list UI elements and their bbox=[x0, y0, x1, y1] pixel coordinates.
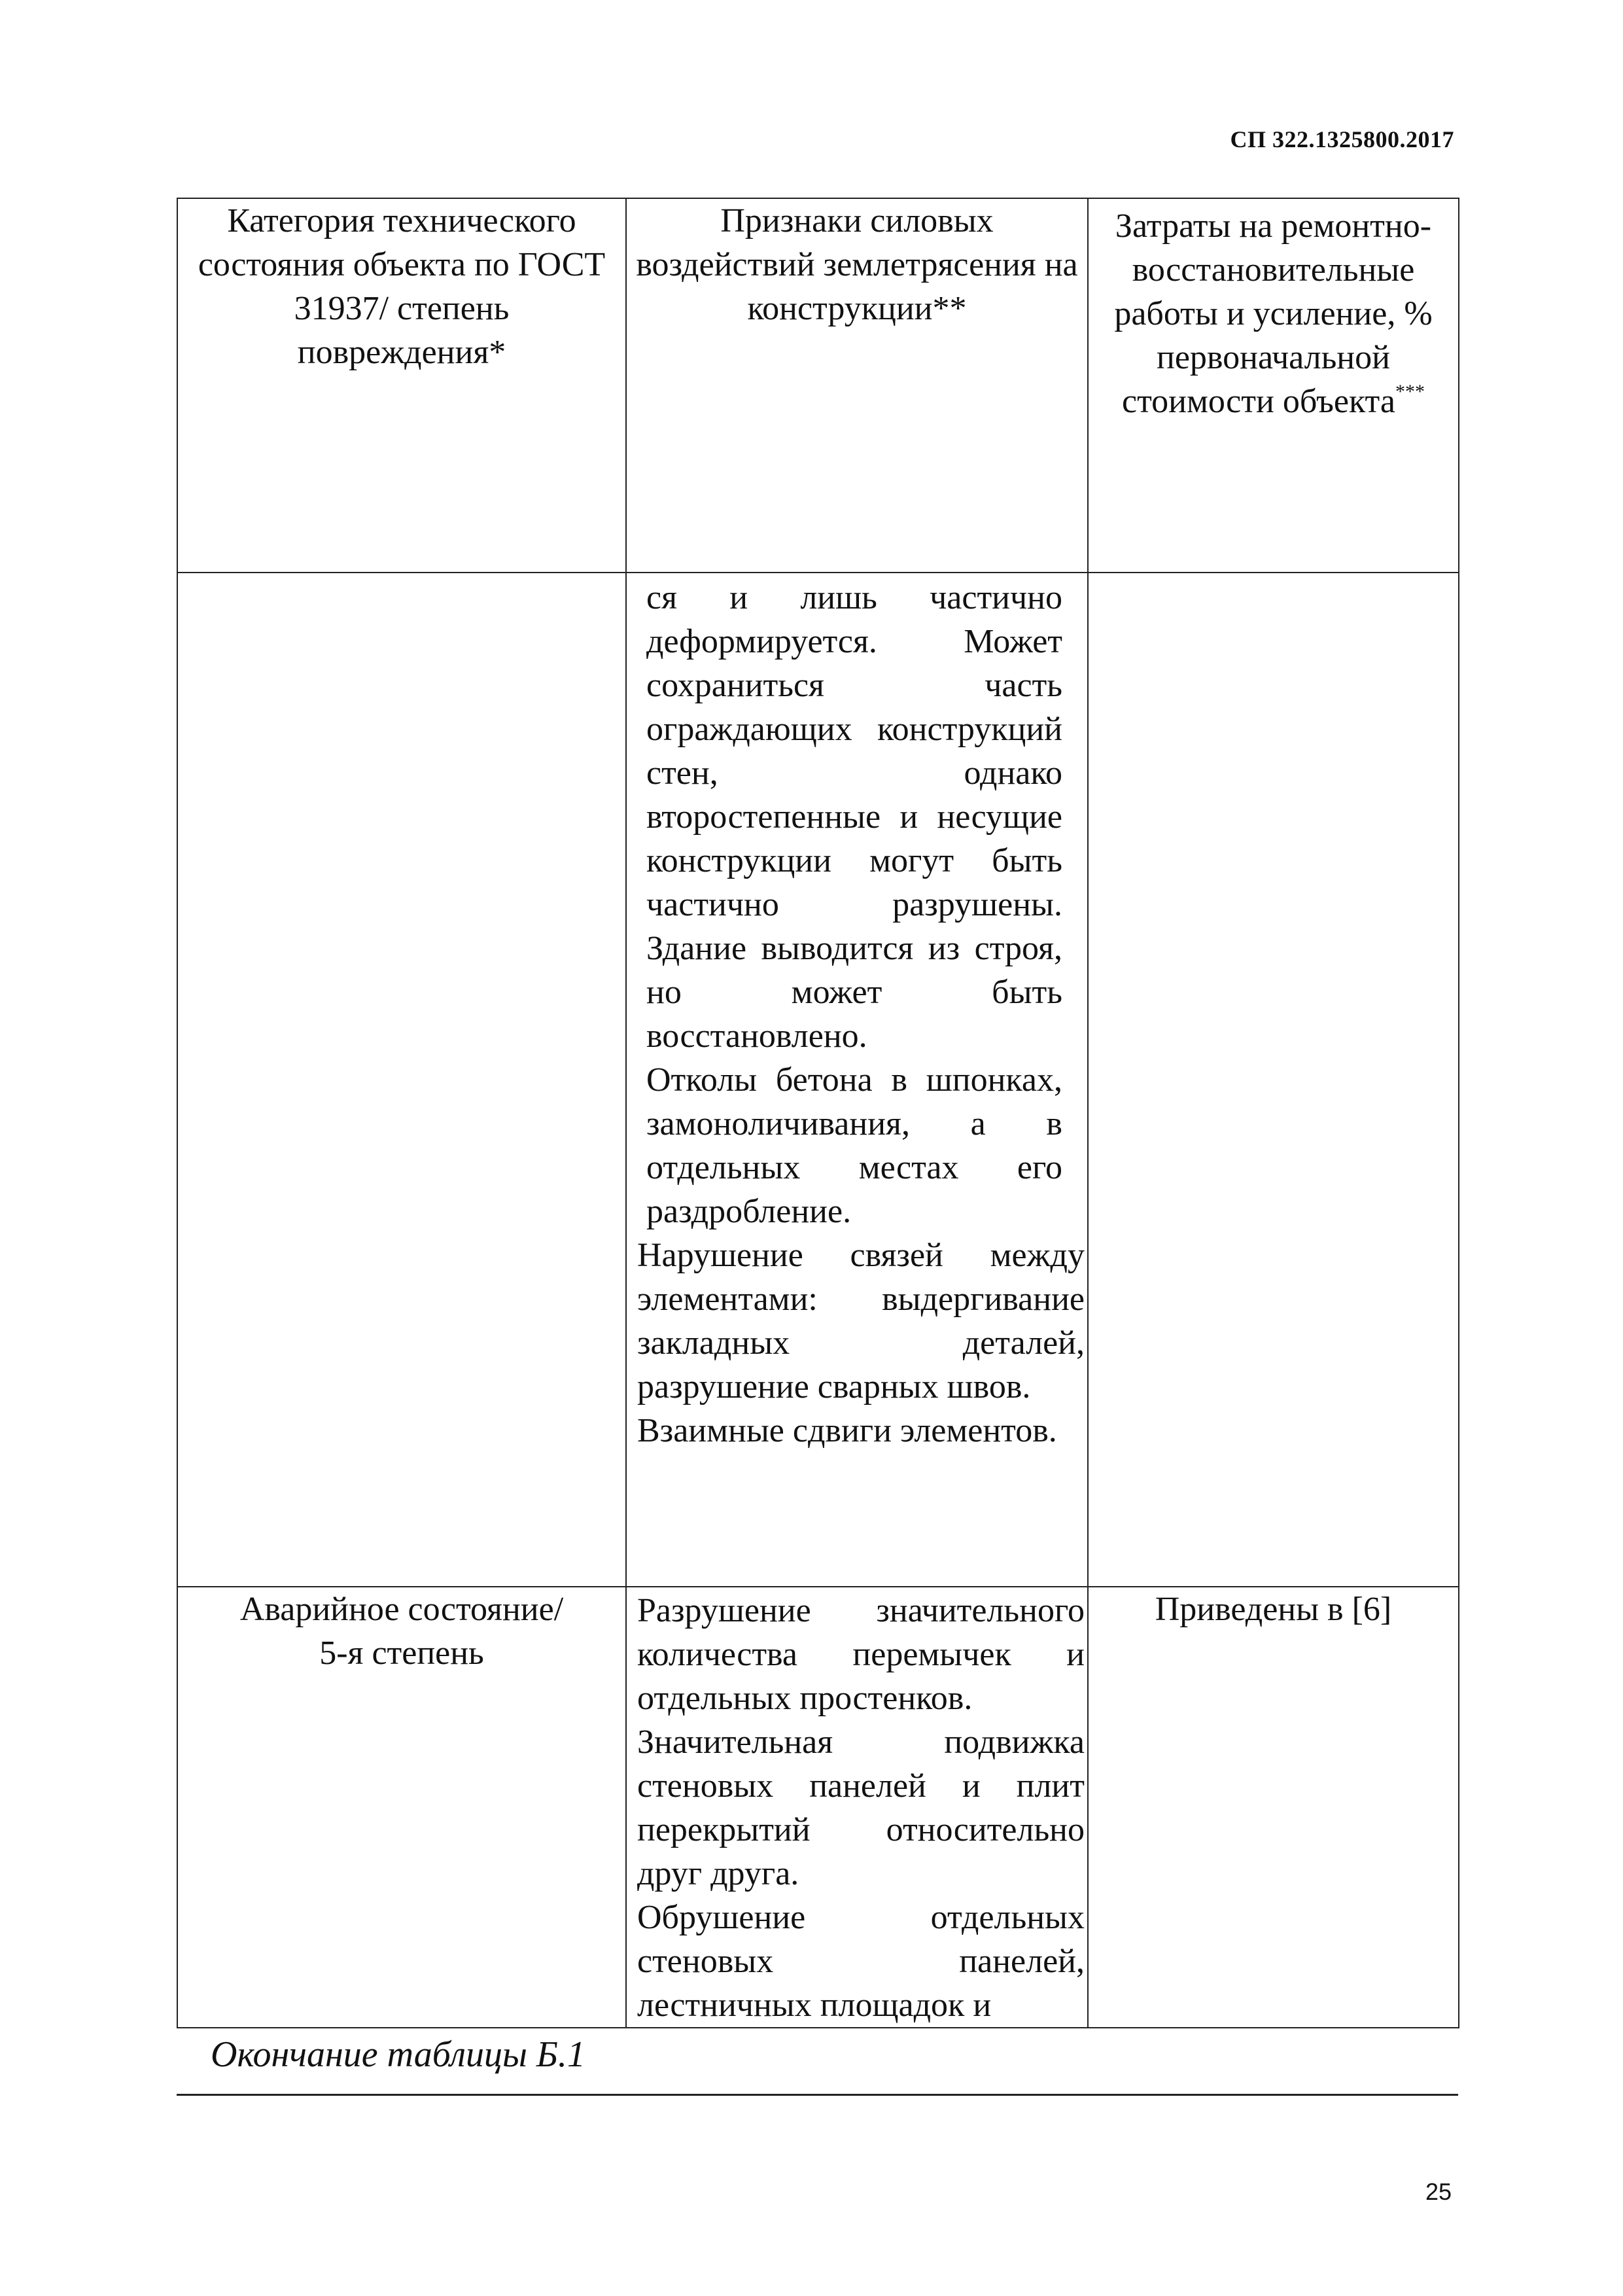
table-header-row bbox=[177, 198, 1459, 573]
cost-footnote-mark: *** bbox=[1395, 381, 1425, 402]
cell-category: Аварийное состояние/ 5-я степень bbox=[177, 1587, 626, 2028]
damage-table bbox=[177, 198, 1459, 2028]
bottom-rule bbox=[177, 2094, 1458, 2096]
cell-cost: Приведены в [6] bbox=[1088, 1587, 1459, 2028]
page-number: 25 bbox=[1425, 2178, 1452, 2205]
header-cost: Затраты на ремонтно-восстановительные работы и усиление, % первоначальной стоимости объекта*** bbox=[1088, 198, 1459, 573]
document-code: СП 322.1325800.2017 bbox=[1230, 126, 1454, 152]
signs-paragraph: Отколы бетона в шпонках, замоноличивания, а в отдельных местах его раздробление. bbox=[646, 1061, 1062, 1230]
table-ending-caption: Окончание таблицы Б.1 bbox=[211, 2034, 585, 2075]
signs-paragraph: Обрушение отдельных стеновых панелей, лестничных площадок и bbox=[637, 1899, 1085, 2024]
cell-category-empty bbox=[177, 573, 626, 1587]
signs-paragraph: Значительная подвижка стеновых панелей и плит перекрытий относительно друг друга. bbox=[637, 1723, 1085, 1892]
header-category: Категория технического состояния объекта по ГОСТ 31937/ степень повреждения* bbox=[177, 198, 626, 573]
signs-paragraph: Взаимные сдвиги элементов. bbox=[637, 1412, 1057, 1449]
signs-paragraph: Разрушение значительного количества перемычек и отдельных простенков. bbox=[637, 1592, 1085, 1717]
cell-signs bbox=[626, 1587, 1088, 2028]
header-signs: Признаки силовых воздействий землетрясения на конструкции** bbox=[626, 198, 1088, 573]
cell-cost-empty bbox=[1088, 573, 1459, 1587]
signs-paragraph: ся и лишь частично деформируется. Может сохраниться часть ограждающих конструкций стен, однако второстепенные и несущие конструкции могут быть частично разрушены. Здание выводится из строя, но может быть восстановлено. bbox=[646, 579, 1062, 1055]
cell-signs bbox=[626, 573, 1088, 1587]
table-row bbox=[177, 573, 1459, 1587]
table-row bbox=[177, 1587, 1459, 2028]
signs-paragraph: Нарушение связей между элементами: выдергивание закладных деталей, разрушение сварных швов. bbox=[637, 1237, 1085, 1405]
